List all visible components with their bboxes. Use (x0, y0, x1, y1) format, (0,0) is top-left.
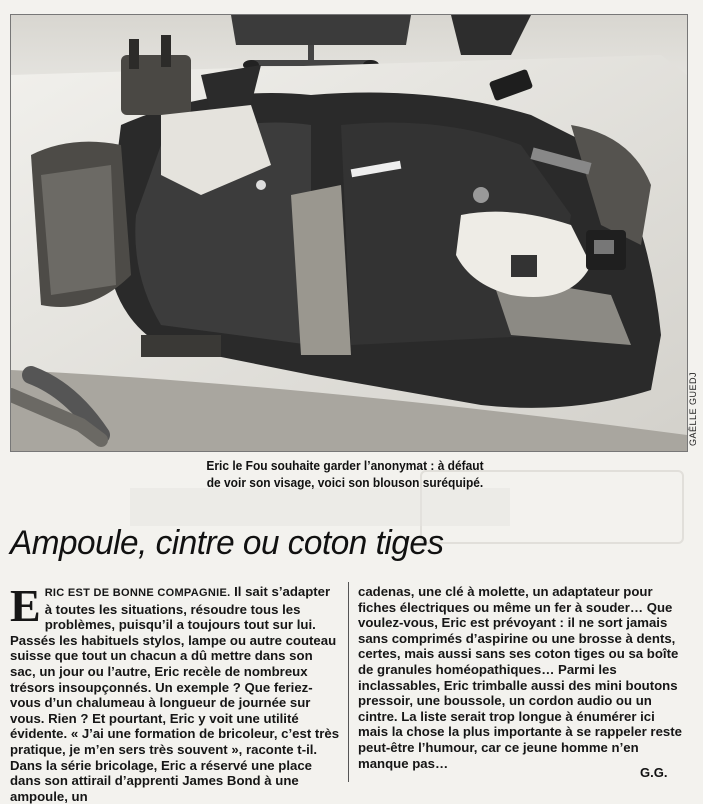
article-column-left (10, 580, 340, 804)
article-photo (10, 14, 688, 452)
photo-caption (166, 457, 525, 491)
caption-line: de voir son visage, voici son blouson suréquipé. (206, 475, 484, 490)
article-headline: Ampoule, cintre ou coton tiges (10, 524, 444, 562)
column-divider (348, 582, 349, 782)
drop-cap: E (10, 580, 41, 631)
article-column-right (358, 584, 688, 771)
author-signature: G.G. (640, 765, 668, 780)
bleed-through-texture (130, 488, 510, 526)
photo-credit: GAËLLE GUEDJ (688, 371, 698, 446)
jacket-icon (11, 15, 687, 451)
lead-in: RIC EST DE BONNE COMPAGNIE. (44, 587, 231, 599)
caption-line: Eric le Fou souhaite garder l’anonymat : à défaut (206, 458, 484, 473)
body-text: Il sait s’adapter à toutes les situations, résoudre tous les problèmes, puisqu’il a toujours tout sur lui. Passés les habituels stylos, lampe ou autre couteau suisse que tout un chacun a dû mettre dans son sac, un jour ou l’autre, Eric recèle de nombreux trésors insoupçonnés. Un exemple ? Que feriez-vous d’un chalumeau à longueur de journée sur vous. Rien ? Et pourtant, Eric y voit une utilité évidente. « J’ai une formation de bricoleur, c’est très pratique, je m’en sers très souvent », raconte t-il. Dans la série bricolage, Eric a réservé une place dans son attirail d’apprenti James Bond à une ampoule, un (10, 584, 340, 804)
body-text: cadenas, une clé à molette, un adaptateur pour fiches électriques ou même un fer à souder… Que voulez-vous, Eric est prévoyant : il ne sort jamais sans comprimés d’aspirine ou une brosse à dents, certes, mais aussi sans ses coton tiges ou sa boîte de granules homéopathiques… Parmi les inclassables, Eric trimballe aussi des mini boutons pressoir, une boussole, un cordon audio ou un cintre. La liste serait trop longue à énumérer ici mais la chose la plus importante à se rappeler reste peut-être l’humour, car ce jeune homme n’en manque pas… (358, 584, 682, 771)
